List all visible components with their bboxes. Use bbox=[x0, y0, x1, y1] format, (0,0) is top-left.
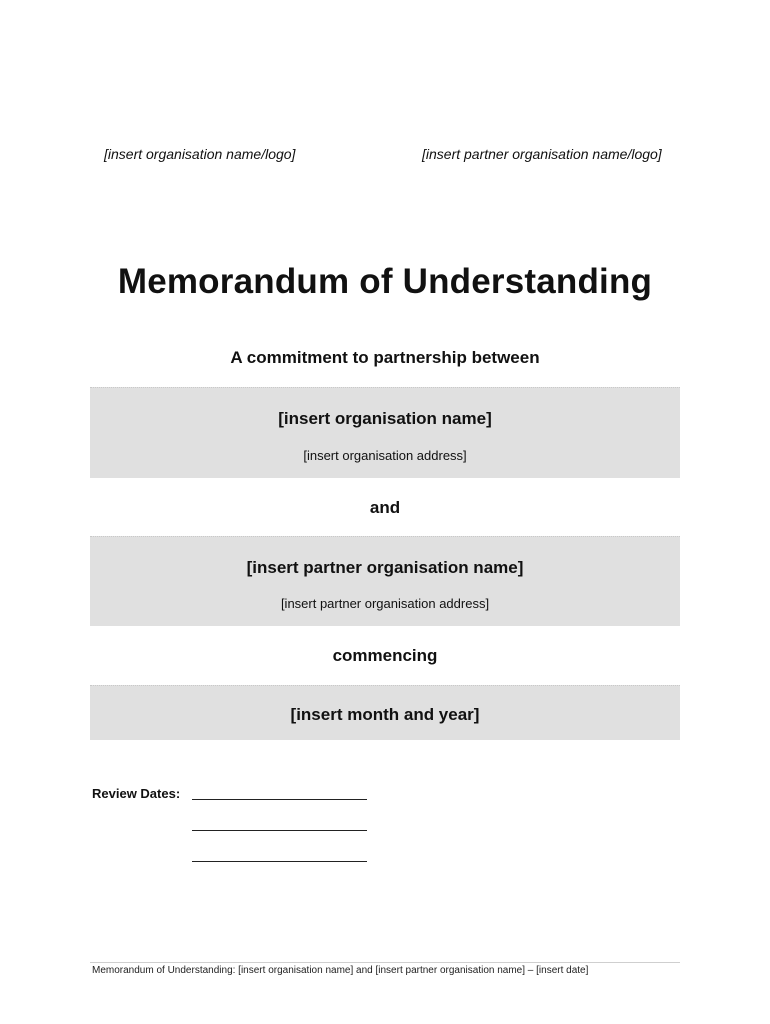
organisation-box bbox=[90, 387, 680, 478]
footer-divider bbox=[90, 962, 680, 963]
review-date-line[interactable] bbox=[192, 830, 367, 831]
review-dates-label: Review Dates: bbox=[92, 786, 181, 801]
partner-organisation-address: [insert partner organisation address] bbox=[280, 596, 490, 611]
connector-and: and bbox=[369, 498, 401, 517]
commencement-box bbox=[90, 685, 680, 740]
logo-row bbox=[0, 146, 770, 166]
review-date-line[interactable] bbox=[192, 799, 367, 800]
organisation-address: [insert organisation address] bbox=[303, 448, 467, 463]
review-date-line[interactable] bbox=[192, 861, 367, 862]
document-title: Memorandum of Understanding bbox=[117, 262, 653, 301]
connector-commencing: commencing bbox=[332, 646, 438, 665]
organisation-name: [insert organisation name] bbox=[278, 409, 492, 428]
organisation-logo-placeholder: [insert organisation name/logo] bbox=[104, 146, 296, 162]
partner-logo-placeholder: [insert partner organisation name/logo] bbox=[422, 146, 662, 162]
commencement-date: [insert month and year] bbox=[290, 705, 480, 724]
partner-organisation-name: [insert partner organisation name] bbox=[246, 558, 524, 577]
document-subtitle: A commitment to partnership between bbox=[230, 348, 540, 367]
footer-text: Memorandum of Understanding: [insert organisation name] and [insert partner organisation name] – [insert date] bbox=[92, 965, 589, 976]
partner-organisation-box bbox=[90, 536, 680, 626]
